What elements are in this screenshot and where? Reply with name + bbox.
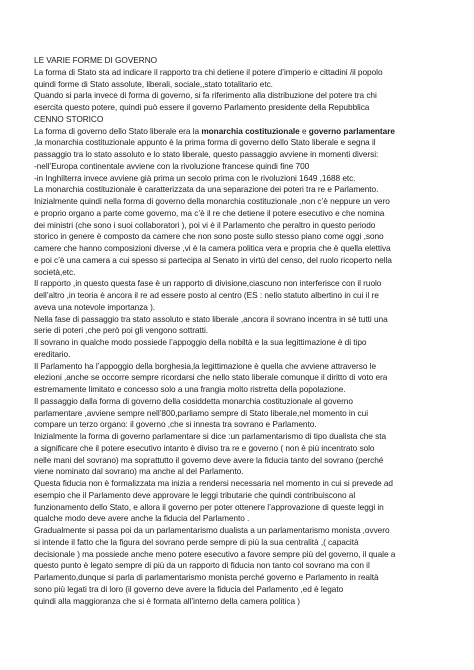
text-line: quindi alla maggioranza che si è formata all’interno della camera politica ) — [34, 595, 300, 606]
text-line: -nell’Europa continentale avviene con la rivoluzione francese quindi fine 700 — [34, 160, 310, 171]
text-line: Gradualmente si passa poi da un parlamentarismo dualista a un parlamentarismo monista ,ovvero — [34, 525, 390, 535]
text-line: passaggio tra lo stato assoluto e lo stato liberale, questo passaggio avviene in momenti diversi: — [34, 149, 379, 159]
text-line: aveva una notevole importanza ). — [34, 301, 156, 312]
text-line: a significare che il potere esecutivo intanto è diviso tra re e governo ( non è più incentrato solo — [34, 442, 375, 453]
text-segment: e — [299, 125, 309, 136]
text-line: ereditario. — [34, 348, 71, 359]
text-line: Nella fase di passaggio tra stato assoluto e stato liberale ,ancora il sovrano incentra in sé tutti una — [34, 313, 388, 324]
text-line: Il rapporto ,in questo questa fase è un rapporto di divisione,ciascuno non interferisce con il ruolo — [34, 278, 382, 289]
text-line: e proprio organo a parte come governo, ma c’è il re che detiene il potere esecutivo e che nomina — [34, 207, 385, 218]
document-title: LE VARIE FORME DI GOVERNO — [34, 55, 158, 65]
text-line: ,la monarchia costituzionale appunto è la prima forma di governo dello Stato liberale e segna il — [34, 137, 376, 148]
text-segment: La forma di governo dello Stato liberale era la — [34, 125, 202, 136]
text-line: Questa fiducia non è formalizzata ma inizia a rendersi necessaria nel momento in cui si prevede ad — [34, 478, 393, 488]
text-line: dell’altro ,in teoria è ancora il re ad essere posto al centro (ES : nello statuto albertino in cui il re — [34, 290, 379, 300]
text-line: elezioni ,anche se occorre sempre ricordarsi che nello stato liberale comunque il diritto di voto era — [34, 372, 388, 383]
text-line: compare un terzo organo: il governo ,che si innesta tra sovrano e Parlamento. — [34, 419, 317, 430]
text-line: nelle mani del sovrano) ma soprattutto il governo deve avere la fiducia tanto del sovrano (perché — [34, 454, 384, 465]
text-line: e poi c’è una camera a cui spesso si partecipa al Senato in virtù del censo, del ruolo ricoperto nella — [34, 254, 392, 265]
section-heading: CENNO STORICO — [34, 113, 104, 124]
text-line: quindi forme di Stato assolute, liberali, sociale,,stato totalitario etc. — [34, 78, 273, 89]
text-line: La monarchia costituzionale è caratterizzata da una separazione dei poteri tra re e Parlamento. — [34, 184, 379, 195]
text-line: La forma di Stato sta ad indicare il rapporto tra chi detiene il potere d’imperio e cittadini /il popolo — [34, 66, 383, 77]
text-line: serie di poteri ,che però poi gli vengono sottratti. — [34, 325, 209, 336]
text-line: esercita questo potere, quindi può essere il governo Parlamento presidente della Repubblica — [34, 102, 370, 112]
text-line: Il passaggio dalla forma di governo della cosiddetta monarchia costituzionale al governo — [34, 395, 353, 406]
text-line: -in Inghilterra invece avviene già prima un secolo prima con le rivoluzioni 1649 ,1688 etc. — [34, 172, 356, 183]
text-line: Il sovrano in qualche modo possiede l’appoggio della nobiltà e la sua legittimazione è di tipo — [34, 337, 367, 347]
text-line: decisionale ) ma possiede anche meno potere esecutivo a favore sempre più del governo, il quale a — [34, 548, 396, 559]
text-line: sono più legati tra di loro (il governo deve avere la fiducia del Parlamento ,ed è legato — [34, 583, 344, 594]
text-line: Inizialmente la forma di governo parlamentare si dice :un parlamentarismo di tipo dualista che sta — [34, 431, 387, 441]
text-line: Parlamento,dunque si parla di parlamentarismo monista perché governo e Parlamento in realtà — [34, 572, 379, 582]
text-line: si intende il fatto che la figura del sovrano perde sempre di più la sua centralità ,( capacità — [34, 536, 359, 547]
text-line: parlamentare ,avviene sempre nell’800,parliamo sempre di Stato liberale,nel momento in cui — [34, 407, 369, 418]
bold-term-monarchia: monarchia costituzionale — [201, 125, 300, 136]
text-line: esempio che il Parlamento deve approvare le leggi tributarie che quindi contribuiscono al — [34, 489, 356, 500]
text-line: estremamente limitato e concesso solo a una frangia molto ristretta della popolazione. — [34, 384, 346, 394]
text-line: Il Parlamento ha l’appoggio della borghesia,la legittimazione è quella che avviene attraverso le — [34, 360, 377, 371]
text-line: funzionamento dello Stato, e allora il governo per poter ottenere l’approvazione di queste leggi in — [34, 501, 384, 512]
text-line: dei ministri (che sono i suoi collaboratori ), poi vi è il Parlamento che peraltro in questo periodo — [34, 219, 376, 230]
text-line-with-bold — [34, 126, 452, 138]
bold-term-governo: governo parlamentare — [308, 125, 395, 136]
text-line: Inizialmente quindi nella forma di governo della monarchia costituzionale ,non c’è neppure un vero — [34, 196, 390, 206]
text-line: viene nominato dal sovrano) ma anche al del Parlamento. — [34, 466, 244, 477]
text-line: questo punto è legato sempre di più da un rapporto di fiducia non tanto col sovrano ma con il — [34, 560, 370, 571]
text-line: Quando si parla invece di forma di governo, si fa riferimento alla distribuzione del potere tra chi — [34, 90, 377, 101]
text-line: camere che hanno composizioni diverse ,vi è la camera politica vera e propria che è quella elettiva — [34, 243, 391, 253]
text-line: qualche modo deve avere anche la fiducia del Parlamento . — [34, 513, 250, 524]
text-line: storico in genere è composto da camere che non sono poste sullo stesso piano come oggi ,sono — [34, 231, 384, 242]
document-body — [34, 55, 452, 607]
text-line: società,etc. — [34, 266, 76, 277]
